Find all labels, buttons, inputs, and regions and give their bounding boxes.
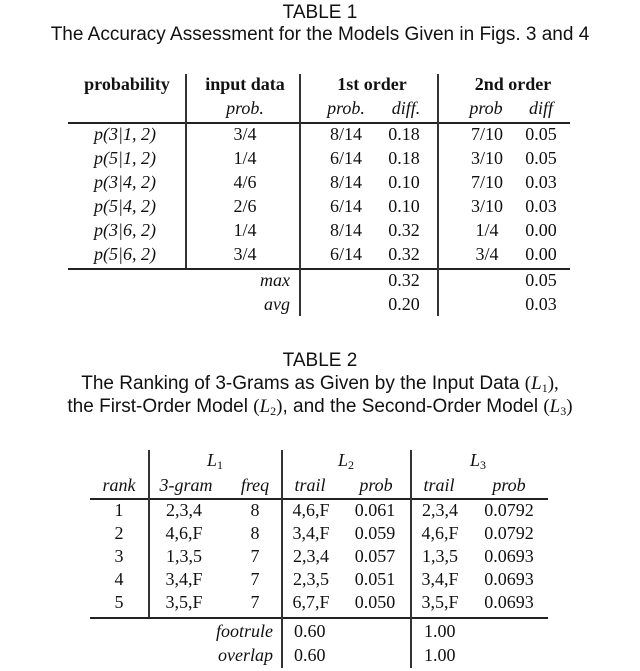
cell-second-diff: 0.00 bbox=[525, 244, 557, 264]
table2-summary-rule bbox=[90, 617, 548, 619]
cell-freq: 7 bbox=[250, 546, 260, 566]
summary-second-diff: 0.05 bbox=[525, 270, 557, 290]
header-3gram: 3-gram bbox=[159, 475, 213, 495]
cell-l2-trail: 6,7,F bbox=[292, 592, 330, 612]
table2-label: TABLE 2 bbox=[282, 350, 358, 371]
cell-first-prob: 8/14 bbox=[329, 220, 363, 240]
cell-probability: p(3|1, 2) bbox=[94, 124, 156, 144]
cell-l3-prob: 0.0792 bbox=[484, 500, 534, 520]
cell-rank: 1 bbox=[114, 500, 124, 520]
summary-first-diff: 0.32 bbox=[388, 270, 420, 290]
cell-l3-prob: 0.0693 bbox=[484, 546, 534, 566]
cell-l2-prob: 0.051 bbox=[354, 569, 396, 589]
cell-rank: 4 bbox=[114, 569, 124, 589]
table2-caption-line2: the First-Order Model $(L_2)$, and the Second-Order Model $(L_3)$ bbox=[67, 396, 573, 418]
cell-l2-trail: 2,3,4 bbox=[293, 546, 329, 566]
cell-first-prob: 8/14 bbox=[329, 172, 363, 192]
summary-first-diff: 0.20 bbox=[388, 294, 420, 314]
cell-l3-trail: 3,5,F bbox=[421, 592, 459, 612]
cell-second-diff: 0.05 bbox=[525, 124, 557, 144]
cell-l3-prob: 0.0693 bbox=[484, 592, 534, 612]
cell-l2-trail: 4,6,F bbox=[292, 500, 330, 520]
cell-probability: p(5|4, 2) bbox=[94, 196, 156, 216]
cell-second-prob: 7/10 bbox=[470, 172, 504, 192]
header-second-diff: diff bbox=[528, 98, 554, 118]
header-input-prob: prob. bbox=[226, 98, 264, 118]
header-first-diff: diff. bbox=[391, 98, 421, 118]
summary-l3: 1.00 bbox=[424, 621, 456, 641]
cell-second-diff: 0.00 bbox=[525, 220, 557, 240]
cell-l2-prob: 0.050 bbox=[354, 592, 396, 612]
cell-second-prob: 1/4 bbox=[475, 220, 499, 240]
cell-freq: 7 bbox=[250, 592, 260, 612]
caption-text: the First-Order Model bbox=[67, 396, 248, 417]
table1-vrule-3 bbox=[437, 74, 439, 316]
cell-3gram: 3,5,F bbox=[165, 592, 203, 612]
caption-text: , and the Second-Order Model bbox=[282, 396, 539, 417]
cell-first-diff: 0.32 bbox=[388, 220, 420, 240]
cell-l3-trail: 1,3,5 bbox=[422, 546, 458, 566]
header-l2-prob: prob bbox=[359, 475, 393, 495]
table1-caption: The Accuracy Assessment for the Models Given in Figs. 3 and 4 bbox=[50, 24, 590, 45]
cell-input-prob: 3/4 bbox=[233, 124, 257, 144]
cell-freq: 8 bbox=[250, 523, 260, 543]
cell-3gram: 1,3,5 bbox=[166, 546, 202, 566]
cell-first-prob: 8/14 bbox=[329, 124, 363, 144]
cell-first-prob: 6/14 bbox=[329, 244, 363, 264]
cell-first-diff: 0.18 bbox=[388, 148, 420, 168]
header-rank: rank bbox=[102, 475, 136, 495]
cell-second-diff: 0.03 bbox=[525, 172, 557, 192]
group-l2: $L_2$ bbox=[337, 450, 355, 472]
cell-l2-prob: 0.059 bbox=[354, 523, 396, 543]
summary-label: max bbox=[260, 270, 290, 290]
group-l3: $L_3$ bbox=[469, 450, 487, 472]
cell-second-diff: 0.05 bbox=[525, 148, 557, 168]
summary-second-diff: 0.03 bbox=[525, 294, 557, 314]
table2-vrule-2 bbox=[281, 450, 283, 668]
cell-rank: 2 bbox=[114, 523, 124, 543]
cell-l2-trail: 2,3,5 bbox=[293, 569, 329, 589]
cell-probability: p(3|6, 2) bbox=[94, 220, 156, 240]
header-l2-trail: trail bbox=[294, 475, 326, 495]
cell-first-prob: 6/14 bbox=[329, 196, 363, 216]
cell-second-prob: 3/10 bbox=[470, 196, 504, 216]
table1-vrule-1 bbox=[185, 74, 187, 268]
cell-l2-prob: 0.061 bbox=[354, 500, 396, 520]
table2-vrule-3 bbox=[410, 450, 412, 668]
summary-label: overlap bbox=[218, 645, 273, 665]
cell-3gram: 4,6,F bbox=[165, 523, 203, 543]
header-second-order: 2nd order bbox=[474, 74, 552, 94]
cell-3gram: 2,3,4 bbox=[166, 500, 202, 520]
table1-vrule-2 bbox=[299, 74, 301, 316]
cell-first-diff: 0.18 bbox=[388, 124, 420, 144]
summary-label: avg bbox=[264, 294, 290, 314]
summary-label: footrule bbox=[216, 621, 273, 641]
cell-rank: 3 bbox=[114, 546, 124, 566]
header-second-prob: prob bbox=[469, 98, 503, 118]
cell-input-prob: 3/4 bbox=[233, 244, 257, 264]
caption-text: The Ranking of 3-Grams as Given by the Input Data bbox=[81, 373, 520, 394]
cell-second-diff: 0.03 bbox=[525, 196, 557, 216]
header-probability: probability bbox=[84, 74, 170, 94]
header-input-data: input data bbox=[205, 74, 285, 94]
cell-l2-trail: 3,4,F bbox=[292, 523, 330, 543]
cell-second-prob: 3/4 bbox=[475, 244, 499, 264]
cell-first-prob: 6/14 bbox=[329, 148, 363, 168]
cell-freq: 7 bbox=[250, 569, 260, 589]
cell-freq: 8 bbox=[250, 500, 260, 520]
header-freq: freq bbox=[240, 475, 270, 495]
cell-first-diff: 0.10 bbox=[388, 172, 420, 192]
header-l3-trail: trail bbox=[423, 475, 455, 495]
cell-l2-prob: 0.057 bbox=[354, 546, 396, 566]
cell-probability: p(5|6, 2) bbox=[94, 244, 156, 264]
cell-l3-prob: 0.0792 bbox=[484, 523, 534, 543]
table2-caption-line1: The Ranking of 3-Grams as Given by the Input Data $(L_1)$, bbox=[81, 373, 559, 395]
cell-l3-trail: 2,3,4 bbox=[422, 500, 458, 520]
cell-first-diff: 0.10 bbox=[388, 196, 420, 216]
header-l3-prob: prob bbox=[492, 475, 526, 495]
cell-input-prob: 2/6 bbox=[233, 196, 257, 216]
summary-l3: 1.00 bbox=[424, 645, 456, 665]
table2-vrule-1 bbox=[148, 450, 150, 617]
table1-label: TABLE 1 bbox=[282, 2, 358, 23]
header-first-prob: prob. bbox=[327, 98, 365, 118]
cell-l3-trail: 4,6,F bbox=[421, 523, 459, 543]
cell-second-prob: 3/10 bbox=[470, 148, 504, 168]
header-first-order: 1st order bbox=[337, 74, 407, 94]
cell-probability: p(3|4, 2) bbox=[94, 172, 156, 192]
table1-summary-rule bbox=[68, 268, 570, 270]
cell-second-prob: 7/10 bbox=[470, 124, 504, 144]
cell-l3-trail: 3,4,F bbox=[421, 569, 459, 589]
cell-l3-prob: 0.0693 bbox=[484, 569, 534, 589]
group-l1: $L_1$ bbox=[206, 450, 224, 472]
summary-l2: 0.60 bbox=[294, 621, 326, 641]
cell-3gram: 3,4,F bbox=[165, 569, 203, 589]
cell-input-prob: 1/4 bbox=[233, 148, 257, 168]
cell-probability: p(5|1, 2) bbox=[94, 148, 156, 168]
summary-l2: 0.60 bbox=[294, 645, 326, 665]
cell-input-prob: 4/6 bbox=[233, 172, 257, 192]
cell-input-prob: 1/4 bbox=[233, 220, 257, 240]
cell-first-diff: 0.32 bbox=[388, 244, 420, 264]
cell-rank: 5 bbox=[114, 592, 124, 612]
